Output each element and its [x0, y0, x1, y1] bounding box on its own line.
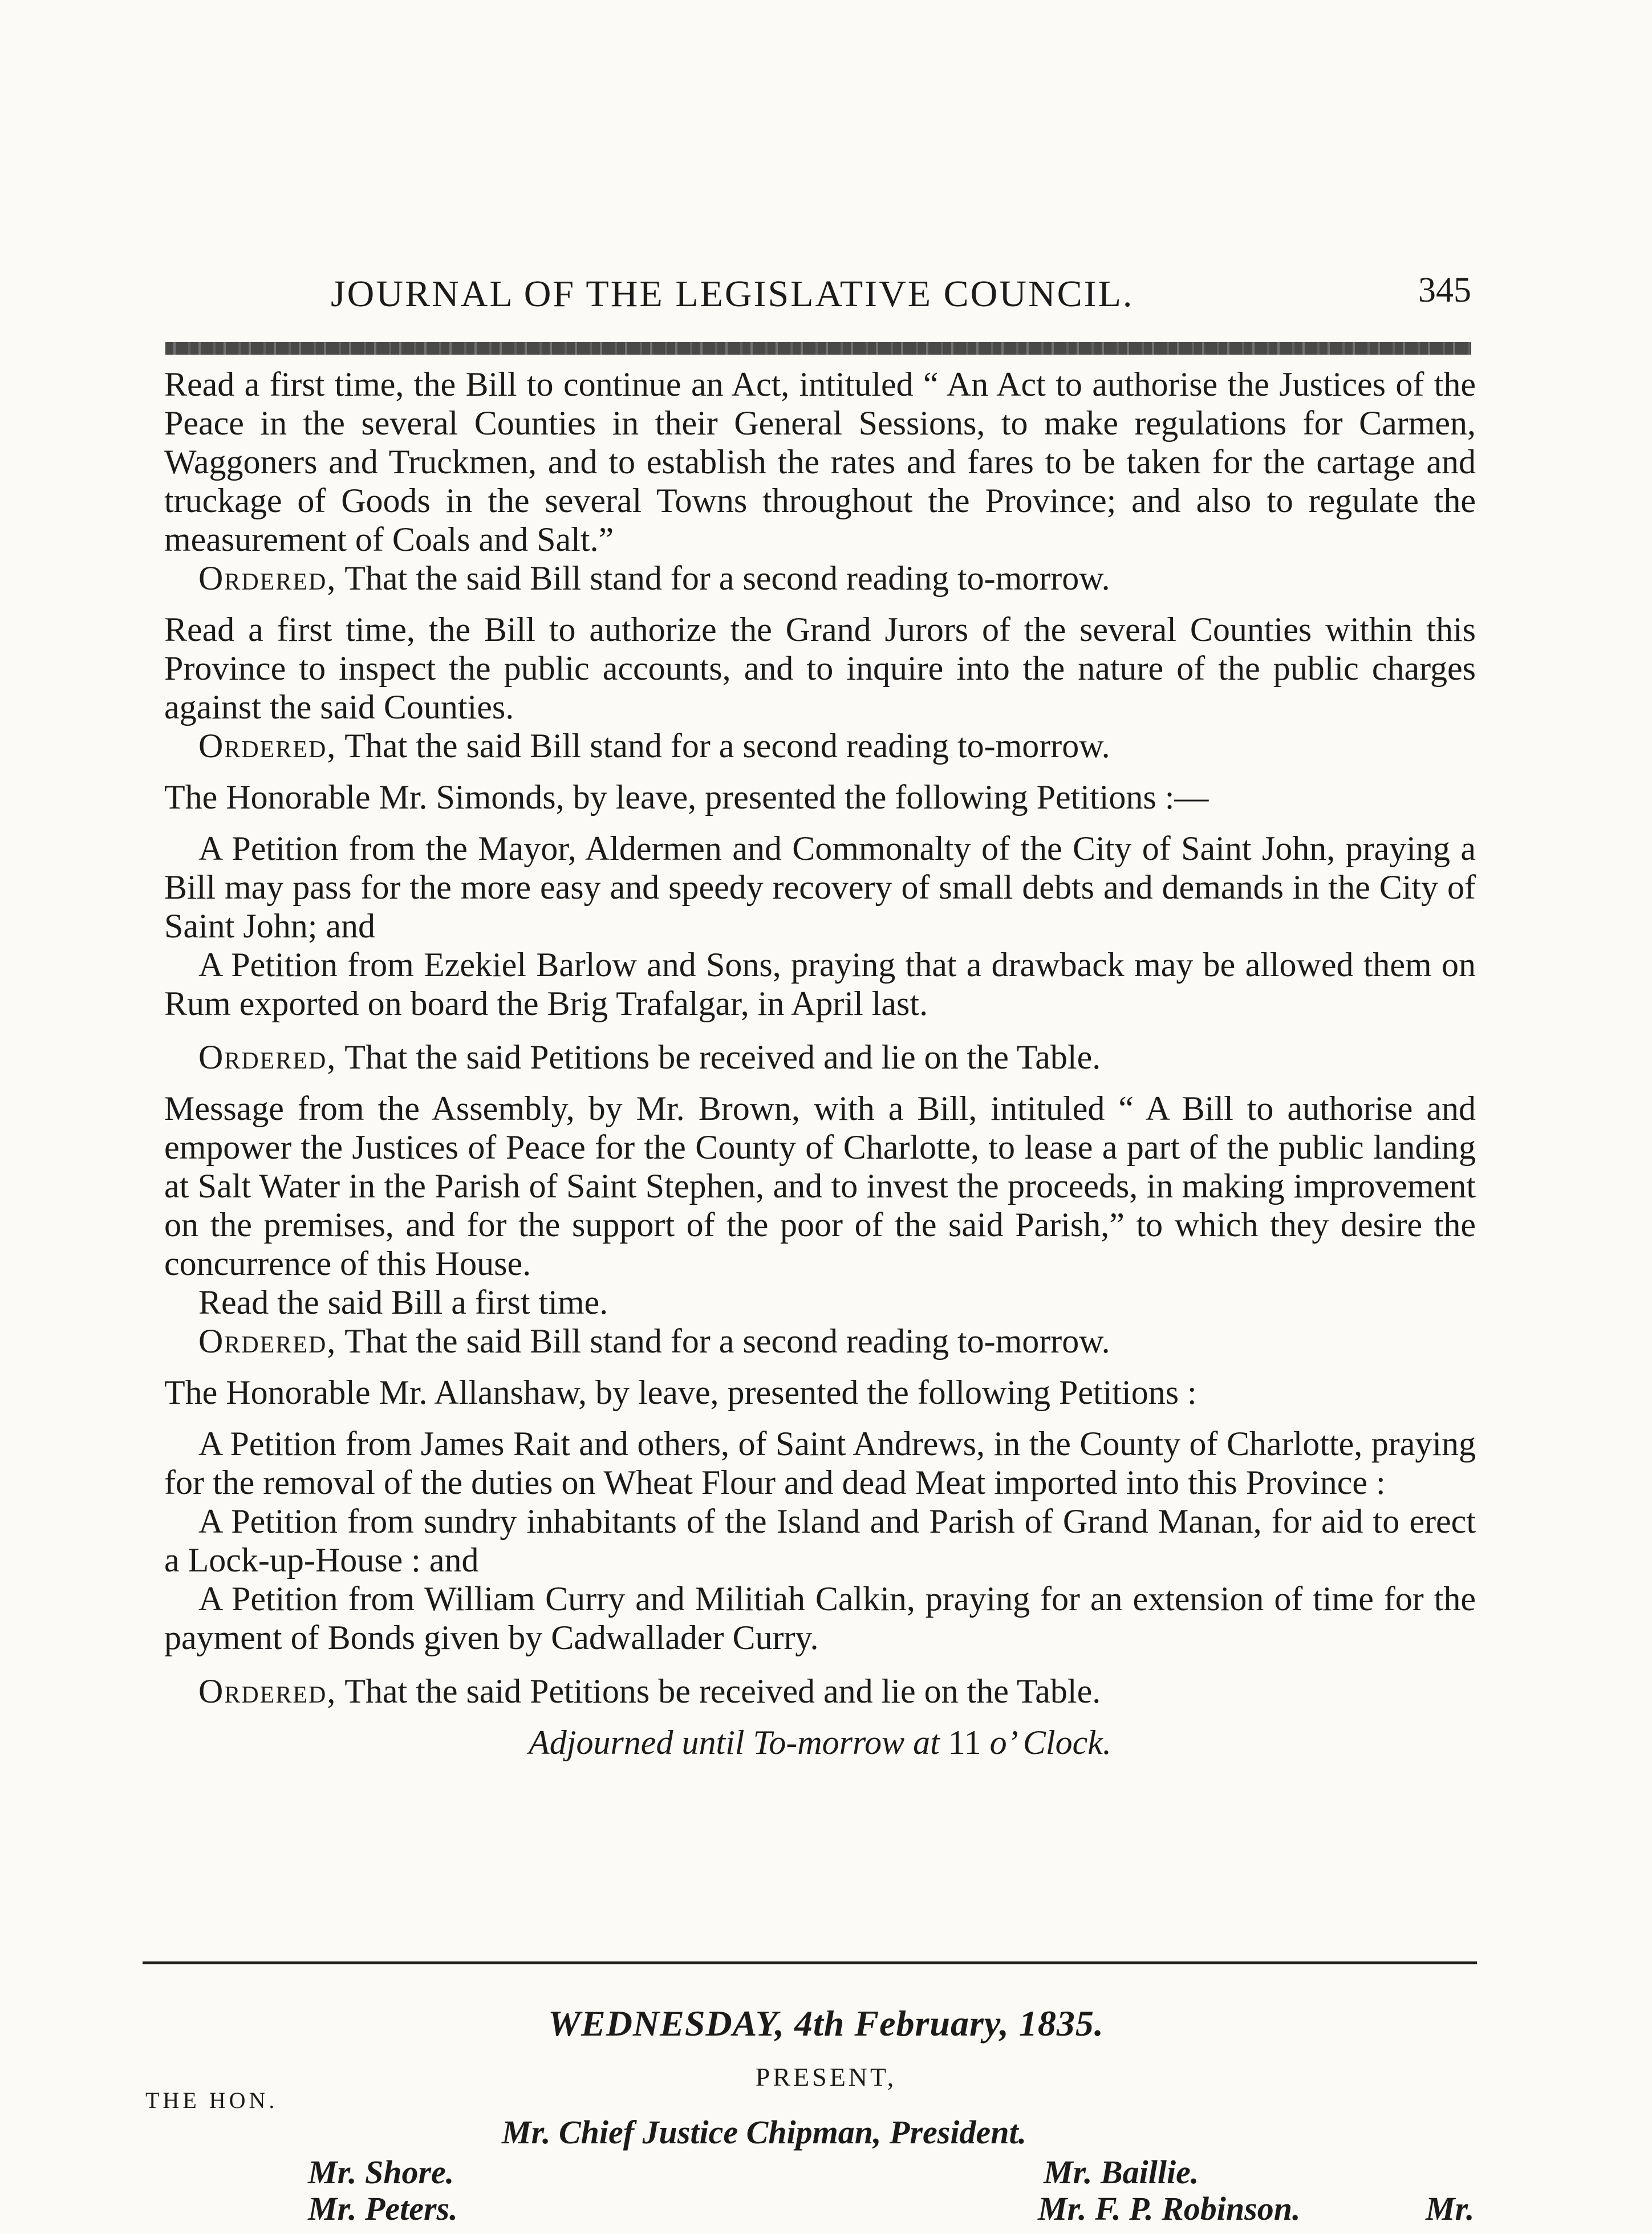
order-text: That the said Petitions be received and lie on the Table.	[344, 1672, 1101, 1710]
adjourn-text-c: o’ Clock.	[981, 1724, 1111, 1761]
member-name: Mr.	[1426, 2190, 1475, 2227]
page-number: 345	[1418, 271, 1471, 310]
petitions-intro: The Honorable Mr. Simonds, by leave, presented the following Petitions :—	[164, 778, 1209, 816]
page-header	[319, 273, 1483, 324]
president-name: Mr. Chief Justice Chipman, President.	[502, 2114, 1027, 2151]
running-title: JOURNAL OF THE LEGISLATIVE COUNCIL.	[331, 273, 1134, 315]
entry-text: Read a first time, the Bill to authorize the Grand Jurors of the several Counties within this Province to inspect the public accounts, and to inquire into the nature of the public charges against the said Counties.	[164, 611, 1476, 726]
order-lead: Ordered,	[198, 727, 337, 765]
header-rule	[165, 342, 1471, 355]
adjourn-hour: 11	[948, 1724, 981, 1761]
adjourn-text-a: Adjourned until To-morrow at	[529, 1724, 948, 1761]
petition-item: A Petition from William Curry and Militiah Calkin, praying for an extension of time for the payment of Bonds given by Cadwallader Curry.	[164, 1580, 1476, 1656]
order-text: That the said Bill stand for a second reading to-morrow.	[344, 1322, 1110, 1360]
order-text: That the said Petitions be received and lie on the Table.	[344, 1038, 1101, 1076]
order-text: That the said Bill stand for a second reading to-morrow.	[344, 727, 1110, 765]
petitions-intro: The Honorable Mr. Allanshaw, by leave, presented the following Petitions :	[164, 1374, 1197, 1411]
order-lead: Ordered,	[198, 559, 337, 597]
adjournment-line	[164, 1723, 1476, 1762]
member-name: Mr. Shore.	[308, 2154, 454, 2191]
member-name: Mr. Peters.	[308, 2190, 458, 2227]
order-line	[164, 1322, 1476, 1360]
section-divider	[143, 1961, 1477, 1964]
order-text: That the said Bill stand for a second reading to-morrow.	[344, 559, 1110, 597]
order-line	[164, 1672, 1476, 1711]
read-line: Read the said Bill a first time.	[198, 1283, 608, 1321]
order-lead: Ordered,	[198, 1038, 337, 1076]
petition-item: A Petition from Ezekiel Barlow and Sons, praying that a drawback may be allowed them on Rum exported on board the Brig Trafalgar, in April last.	[164, 946, 1476, 1022]
petition-item: A Petition from the Mayor, Aldermen and Commonalty of the City of Saint John, praying a Bill may pass for the more easy and speedy recovery of small debts and demands in the City of Saint John; and	[164, 830, 1476, 945]
entry-paragraph	[164, 365, 1476, 559]
the-hon-label: THE HON.	[145, 2087, 278, 2113]
order-lead: Ordered,	[198, 1672, 337, 1710]
member-name: Mr. F. P. Robinson.	[1038, 2190, 1301, 2227]
member-name: Mr. Baillie.	[1044, 2154, 1199, 2191]
session-date: WEDNESDAY, 4th February, 1835.	[548, 2003, 1104, 2044]
petition-item: A Petition from James Rait and others, of Saint Andrews, in the County of Charlotte, praying for the removal of the duties on Wheat Flour and dead Meat imported into this Province :	[164, 1425, 1476, 1501]
entry-paragraph	[164, 610, 1476, 726]
present-heading: PRESENT,	[755, 2062, 897, 2091]
order-line	[164, 559, 1476, 598]
order-line	[164, 726, 1476, 765]
order-line	[164, 1038, 1476, 1077]
petition-item: A Petition from sundry inhabitants of the Island and Parish of Grand Manan, for aid to erect a Lock-up-House : and	[164, 1502, 1476, 1579]
message-paragraph: Message from the Assembly, by Mr. Brown, with a Bill, intituled “ A Bill to authorise and empower the Justices of Peace for the County of Charlotte, to lease a part of the public landing at Salt Water in the Parish of Saint Stephen, and to invest the proceeds, in making improvement on the premises, and for the support of the poor of the said Parish,” to which they desire the concurrence of this House.	[164, 1090, 1476, 1282]
journal-body	[164, 365, 1476, 1762]
order-lead: Ordered,	[198, 1322, 337, 1360]
entry-text: Read a first time, the Bill to continue an Act, intituled “ An Act to authorise the Justices of the Peace in the several Counties in their General Sessions, to make regulations for Carmen, Waggoners and Truckmen, and to establish the rates and fares to be taken for the cartage and truckage of Goods in the several Towns throughout the Province; and also to regulate the measurement of Coals and Salt.”	[164, 365, 1476, 558]
